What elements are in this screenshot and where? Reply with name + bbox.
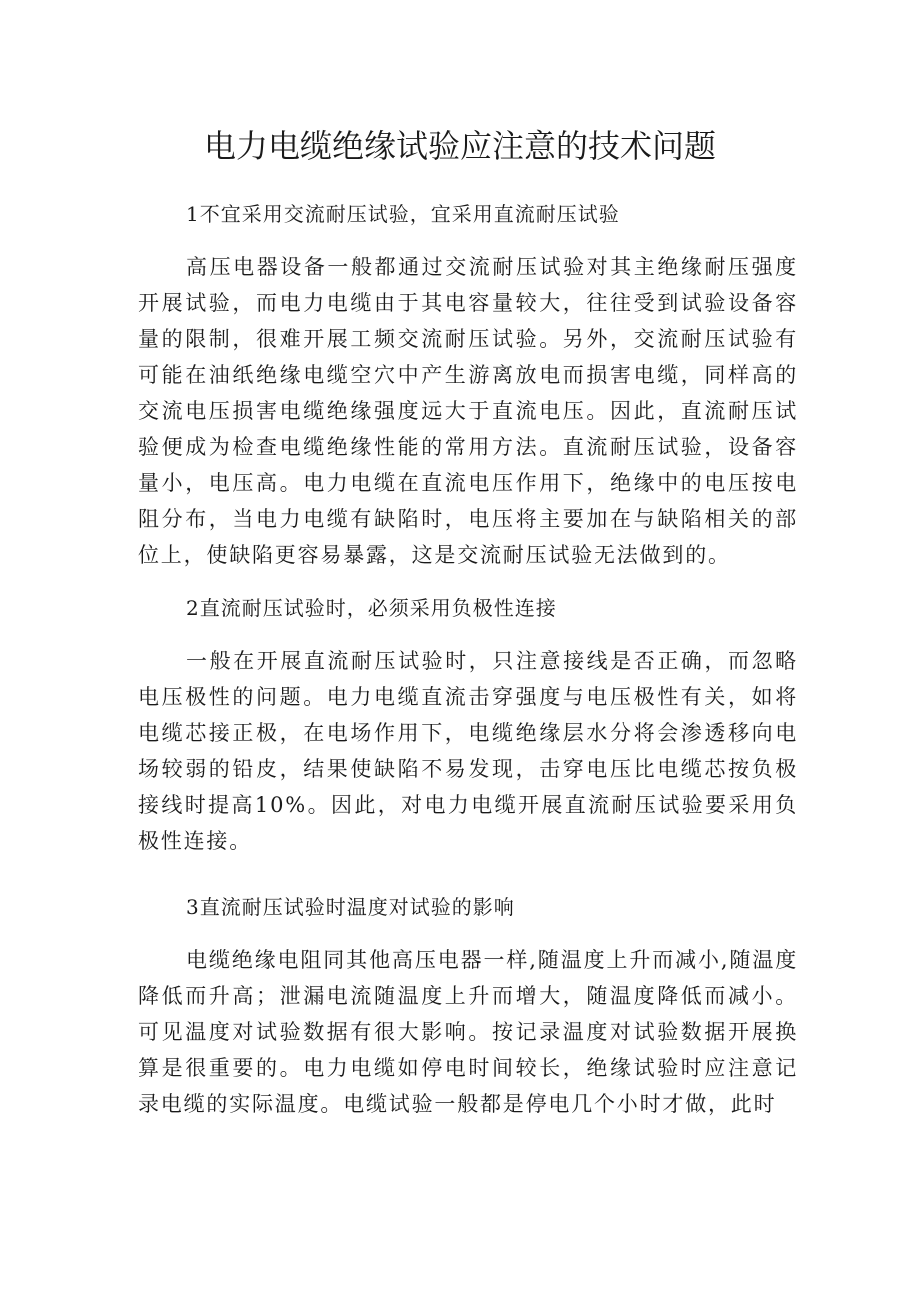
section-heading-1: 1不宜采用交流耐压试验，宜采用直流耐压试验	[186, 202, 620, 226]
section-paragraph-1: 高压电器设备一般都通过交流耐压试验对其主绝缘耐压强度开展试验，而电力电缆由于其电容量较大，往往受到试验设备容量的限制，很难开展工频交流耐压试验。另外，交流耐压试验有可能在油纸绝缘电缆空穴中产生游离放电而损害电缆，同样高的交流电压损害电缆绝缘强度远大于直流电压。因此，直流耐压试验便成为检查电缆绝缘性能的常用方法。直流耐压试验，设备容量小，电压高。电力电缆在直流电压作用下，绝缘中的电压按电阻分布，当电力电缆有缺陷时，电压将主要加在与缺陷相关的部位上，使缺陷更容易暴露，这是交流耐压试验无法做到的。	[138, 255, 798, 567]
document-title: 电力电缆绝缘试验应注意的技术问题	[203, 127, 716, 165]
document-body	[138, 196, 798, 1122]
section-paragraph-2: 一般在开展直流耐压试验时，只注意接线是否正确，而忽略电压极性的问题。电力电缆直流击穿强度与电压极性有关，如将电缆芯接正极，在电场作用下，电缆绝缘层水分将会渗透移向电场较弱的铅皮，结果使缺陷不易发现，击穿电压比电缆芯按负极接线时提高10%。因此，对电力电缆开展直流耐压试验要采用负极性连接。	[138, 649, 798, 853]
section-paragraph-3: 电缆绝缘电阻同其他高压电器一样,随温度上升而减小,随温度降低而升高；泄漏电流随温度上升而增大，随温度降低而减小。可见温度对试验数据有很大影响。按记录温度对试验数据开展换算是很重要的。电力电缆如停电时间较长，绝缘试验时应注意记录电缆的实际温度。电缆试验一般都是停电几个小时才做，此时	[138, 948, 798, 1116]
section-heading-2: 2直流耐压试验时，必须采用负极性连接	[186, 596, 557, 620]
section-heading-3: 3直流耐压试验时温度对试验的影响	[186, 895, 515, 919]
